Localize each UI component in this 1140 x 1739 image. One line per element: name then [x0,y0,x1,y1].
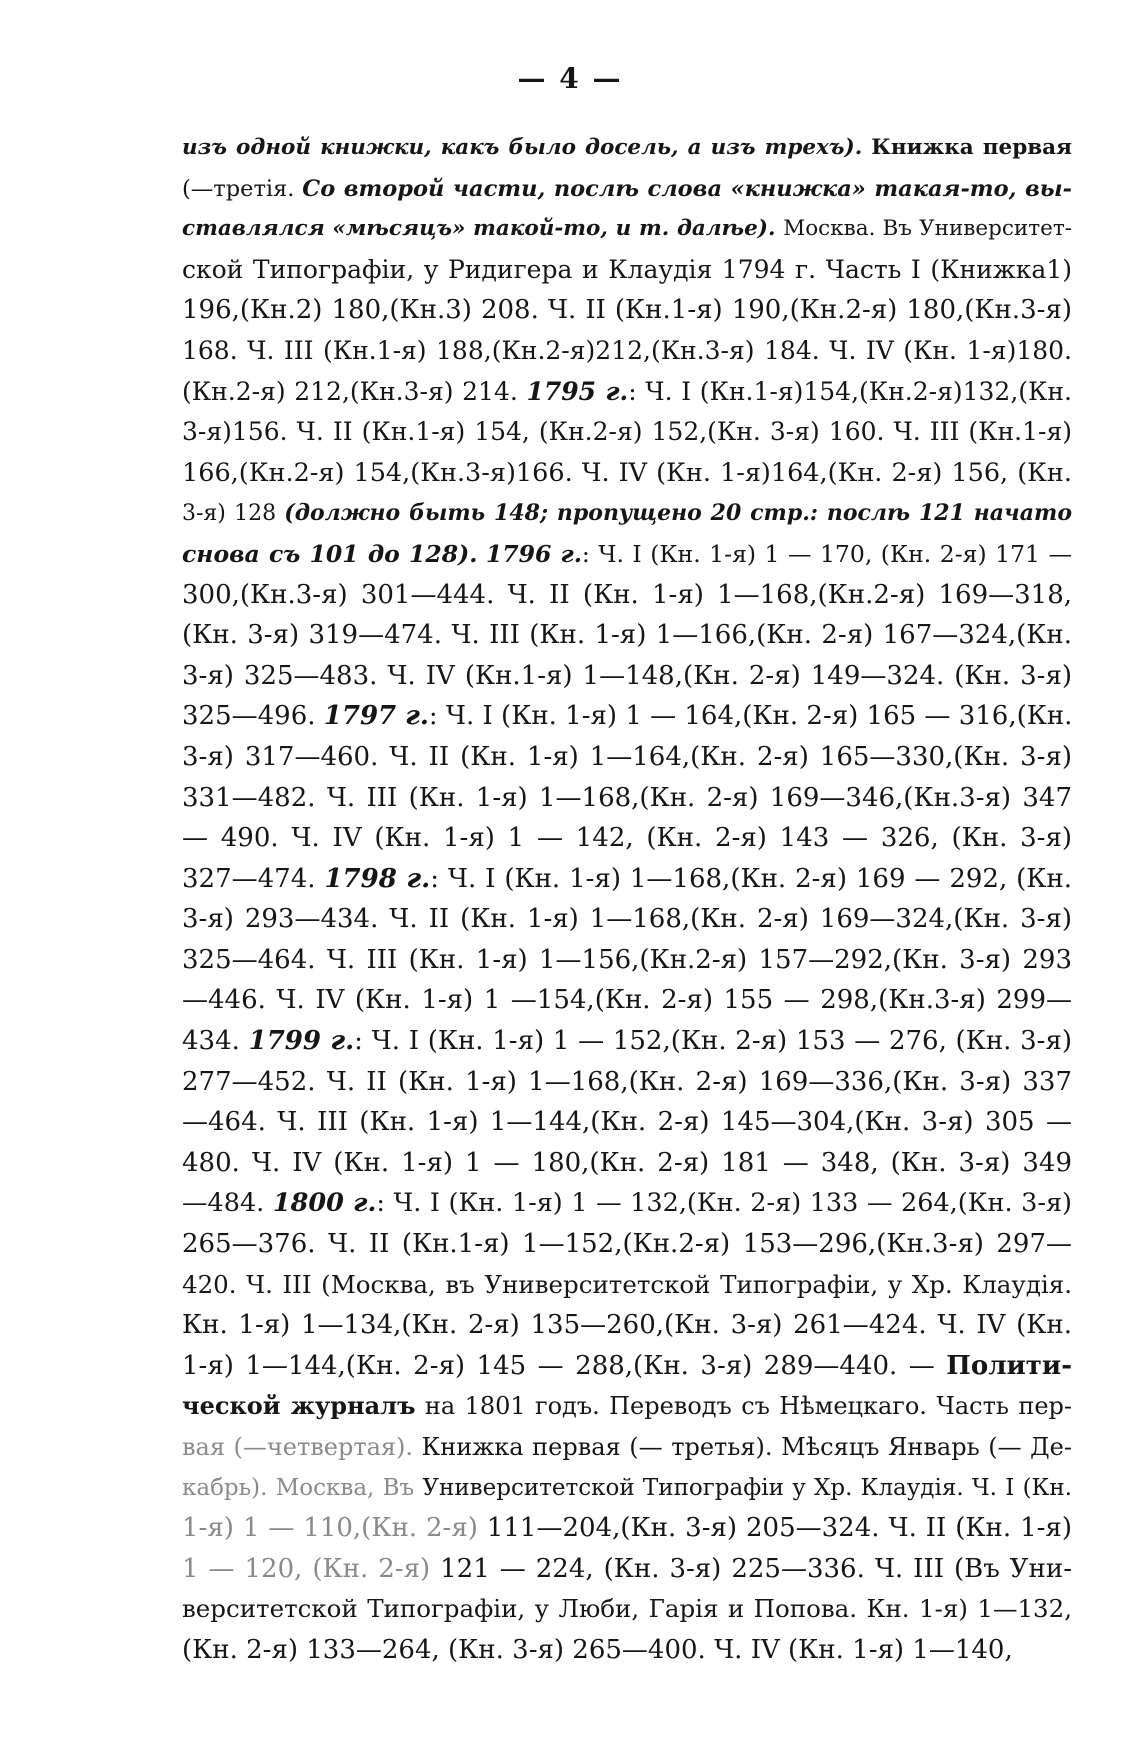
text-segment: Книжка первая (— третья). Мѣсяцъ Январь (— Де- [421,1433,1072,1461]
text-line [182,615,1072,656]
text-line [182,1427,1072,1468]
text-segment: (Кн.2-я) 212,(Кн.3-я) 214. [182,376,527,406]
text-line [182,859,1072,900]
text-segment: 1 — 120, (Кн. 2-я) [182,1553,441,1584]
page-number: — 4 — [517,62,623,95]
text-segment: — 490. Ч. IV (Кн. 1-я) 1 — 142, (Кн. 2-я) 143 — 326, (Кн. 3-я) [182,823,1072,854]
text-line [182,1102,1072,1143]
text-line [182,1346,1072,1387]
text-line [182,1386,1072,1427]
text-segment: Полити- [946,1350,1072,1381]
text-segment: 1-я) 1—144,(Кн. 2-я) 145 — 288,(Кн. 3-я) 289—440. — [182,1350,947,1381]
text-line [182,250,1072,291]
text-line [182,534,1072,575]
text-line [182,1021,1072,1062]
text-segment: 3-я) 325—483. Ч. IV (Кн.1-я) 1—148,(Кн. 2-я) 149—324. (Кн. 3-я) [182,660,1072,691]
text-segment: на 1801 годъ. Переводъ съ Нѣмецкаго. Часть пер- [415,1392,1072,1421]
text-segment: ставлялся «мѣсяцъ» такой-то, и т. далѣе). [182,216,784,242]
text-line [182,818,1072,859]
text-line [182,1549,1072,1590]
text-line [182,169,1072,210]
text-segment: 168. Ч. III (Кн.1-я) 188,(Кн.2-я)212,(Кн.3-я) 184. Ч. IV (Кн. 1-я)180. [182,335,1072,365]
text-line [182,209,1072,250]
text-segment: Кн. 1-я) 1—134,(Кн. 2-я) 135—260,(Кн. 3-я) 261—424. Ч. IV (Кн. [182,1310,1072,1341]
text-segment: 434. [182,1026,249,1057]
text-line [182,372,1072,413]
text-segment: —446. Ч. IV (Кн. 1-я) 1 —154,(Кн. 2-я) 155 — 298,(Кн.3-я) 299— [182,985,1072,1016]
text-segment: 3-я) 293—434. Ч. II (Кн. 1-я) 1—168,(Кн. 2-я) 169—324,(Кн. 3-я) [182,904,1072,935]
text-line [182,493,1072,534]
text-segment: —464. Ч. III (Кн. 1-я) 1—144,(Кн. 2-я) 145—304,(Кн. 3-я) 305 — [182,1107,1072,1138]
text-segment: 3-я) 128 [182,501,285,527]
text-segment: 1797 г. [323,701,429,732]
text-segment: Москва. Въ Университет- [783,216,1072,242]
text-segment: (Кн. 3-я) 319—474. Ч. III (Кн. 1-я) 1—166,(Кн. 2-я) 167—324,(Кн. [182,620,1072,651]
text-line [182,1468,1072,1509]
text-segment: Книжка первая [871,135,1072,160]
text-line [182,778,1072,819]
text-segment: 480. Ч. IV (Кн. 1-я) 1 — 180,(Кн. 2-я) 181 — 348, (Кн. 3-я) 349 [182,1147,1072,1178]
text-segment: 1795 г. [526,376,629,406]
text-segment: 325—496. [182,701,324,732]
text-segment: Университетской Типографіи у Хр. Клаудія. Ч. I (Кн. [422,1474,1072,1501]
text-segment: 300,(Кн.3-я) 301—444. Ч. II (Кн. 1-я) 1—168,(Кн.2-я) 169—318, [182,579,1072,610]
text-segment: : Ч. I (Кн. 1-я) 1 — 152,(Кн. 2-я) 153 — 276, (Кн. 3-я) [354,1026,1072,1057]
text-line [182,453,1072,494]
text-segment: 1799 г. [248,1026,355,1057]
text-segment: 196,(Кн.2) 180,(Кн.3) 208. Ч. II (Кн.1-я) 190,(Кн.2-я) 180,(Кн.3-я) [182,295,1072,326]
text-line [182,1305,1072,1346]
bibliography-text-block [182,128,1072,1671]
text-line [182,940,1072,981]
text-segment: : Ч. I (Кн. 1-я) 1—168,(Кн. 2-я) 169 — 292, (Кн. [430,863,1072,894]
text-line [182,1630,1072,1671]
text-segment [477,540,486,568]
text-segment: 3-я) 317—460. Ч. II (Кн. 1-я) 1—164,(Кн. 2-я) 165—330,(Кн. 3-я) [182,741,1072,772]
text-segment: изъ одной книжки, какъ было досель, а изъ трехъ). [182,135,872,160]
text-line [182,656,1072,697]
text-line [182,1265,1072,1306]
text-line [182,331,1072,372]
text-segment: 1798 г. [324,863,431,894]
text-segment: вая (—четвертая). [182,1433,422,1461]
text-segment: (должно быть 148; пропущено 20 стр.: послѣ 121 начато [284,500,1072,527]
text-segment: 121 — 224, (Кн. 3-я) 225—336. Ч. III (Въ Уни- [440,1553,1072,1584]
text-segment: : Ч. I (Кн. 1-я) 1 — 132,(Кн. 2-я) 133 — 264,(Кн. 3-я) [376,1188,1072,1219]
text-segment: Со второй части, послѣ слова «книжка» такая-то, вы- [302,175,1072,202]
text-segment: 1800 г. [272,1188,377,1219]
text-line [182,1508,1072,1549]
text-line [182,128,1072,169]
text-line [182,412,1072,453]
text-segment: —484. [182,1188,273,1219]
text-line [182,737,1072,778]
text-segment: 420. Ч. III (Москва, въ Университетской Типографіи, у Хр. Клаудія. [182,1269,1072,1299]
text-line [182,899,1072,940]
text-segment: ской Типографіи, у Ридигера и Клаудія 1794 г. Часть I (Книжка1) [182,254,1072,284]
text-segment: (—третія. [182,175,303,202]
text-line [182,696,1072,737]
text-segment: : Ч. I (Кн. 1-я) 1 — 164,(Кн. 2-я) 165 — 316,(Кн. [428,701,1072,732]
text-segment: (Кн. 2-я) 133—264, (Кн. 3-я) 265—400. Ч. IV (Кн. 1-я) 1—140, [182,1634,1013,1665]
text-segment: 3-я)156. Ч. II (Кн.1-я) 154, (Кн.2-я) 152,(Кн. 3-я) 160. Ч. III (Кн.1-я) [182,417,1072,447]
text-segment: 265—376. Ч. II (Кн.1-я) 1—152,(Кн.2-я) 153—296,(Кн.3-я) 297— [182,1229,1072,1260]
text-line [182,290,1072,331]
text-line [182,1589,1072,1630]
text-segment: : Ч. I (Кн.1-я)154,(Кн.2-я)132,(Кн. [628,376,1072,406]
text-segment: кабрь). Москва, Въ [182,1474,423,1501]
text-line [182,1143,1072,1184]
text-segment: 277—452. Ч. II (Кн. 1-я) 1—168,(Кн. 2-я) 169—336,(Кн. 3-я) 337 [182,1066,1072,1097]
text-line [182,1062,1072,1103]
text-segment: : Ч. I (Кн. 1-я) 1 — 170, (Кн. 2-я) 171 — [581,539,1072,568]
text-segment: снова съ 101 до 128). [182,539,478,568]
text-segment: 1-я) 1 — 110,(Кн. 2-я) [182,1513,487,1544]
text-segment: 111—204,(Кн. 3-я) 205—324. Ч. II (Кн. 1-я) [486,1513,1072,1544]
text-line [182,1224,1072,1265]
text-line [182,575,1072,616]
text-line [182,980,1072,1021]
text-segment: ческой журналъ [182,1391,416,1421]
text-segment: 166,(Кн.2-я) 154,(Кн.3-я)166. Ч. IV (Кн. 1-я)164,(Кн. 2-я) 156, (Кн. [182,457,1072,488]
text-segment: 331—482. Ч. III (Кн. 1-я) 1—168,(Кн. 2-я) 169—346,(Кн.3-я) 347 [182,782,1072,813]
text-line [182,1183,1072,1224]
text-segment: верситетской Типографіи, у Люби, Гарія и Попова. Кн. 1-я) 1—132, [182,1594,1072,1624]
text-segment: 327—474. [182,863,325,894]
text-segment: 1796 г. [485,539,582,568]
text-segment: 325—464. Ч. III (Кн. 1-я) 1—156,(Кн.2-я) 157—292,(Кн. 3-я) 293 [182,944,1072,975]
